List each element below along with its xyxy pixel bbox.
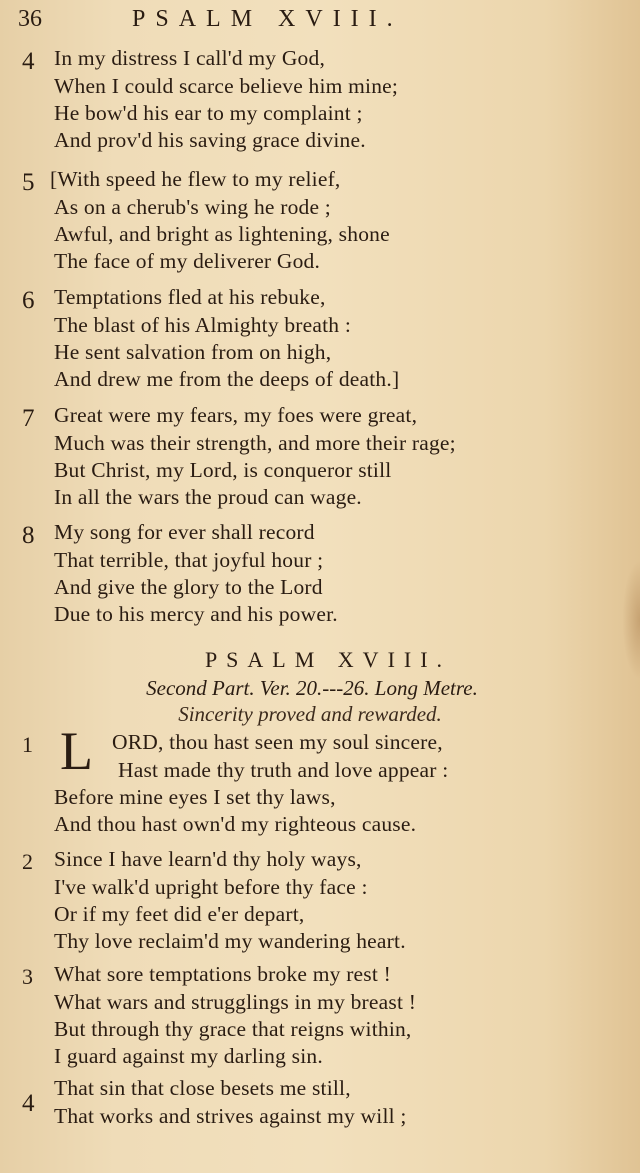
verse-line: And thou hast own'd my righteous cause. <box>54 812 417 836</box>
paper-stain <box>622 560 640 680</box>
verse-line: What sore temptations broke my rest ! <box>54 962 391 986</box>
verse-line: The blast of his Almighty breath : <box>54 313 352 337</box>
verse-line: Much was their strength, and more their rage; <box>54 431 456 455</box>
verse-line: He bow'd his ear to my complaint ; <box>54 101 363 125</box>
verse-line: Temptations fled at his rebuke, <box>54 285 326 309</box>
running-title: PSALM XVIII. <box>132 6 403 32</box>
stanza-number: 8 <box>22 522 35 549</box>
stanza-number: 4 <box>22 48 35 75</box>
verse-line: I guard against my darling sin. <box>54 1044 323 1068</box>
verse-line: Hast made thy truth and love appear : <box>118 758 449 782</box>
verse-line: I've walk'd upright before thy face : <box>54 875 368 899</box>
verse-line: In all the wars the proud can wage. <box>54 485 362 509</box>
verse-line: But through thy grace that reigns within, <box>54 1017 412 1041</box>
drop-cap: L <box>60 721 93 781</box>
verse-line: Awful, and bright as lightening, shone <box>54 222 390 246</box>
verse-line: That works and strives against my will ; <box>54 1104 407 1128</box>
stanza-number: 2 <box>22 849 33 874</box>
verse-line: ORD, thou hast seen my soul sincere, <box>112 730 443 754</box>
verse-line: When I could scarce believe him mine; <box>54 74 399 98</box>
verse-line: Due to his mercy and his power. <box>54 602 338 626</box>
psalm-heading: PSALM XVIII. <box>204 647 452 672</box>
verse-line: As on a cherub's wing he rode ; <box>54 195 331 219</box>
verse-line: Or if my feet did e'er depart, <box>54 902 305 926</box>
psalm-topic: Sincerity proved and rewarded. <box>178 702 442 726</box>
verse-line: And give the glory to the Lord <box>54 575 323 599</box>
verse-line: The face of my deliverer God. <box>54 249 321 273</box>
verse-line: That sin that close besets me still, <box>54 1076 351 1100</box>
verse-line: And prov'd his saving grace divine. <box>54 128 366 152</box>
part-subtitle: Second Part. Ver. 20.---26. Long Metre. <box>146 676 478 700</box>
verse-line: Before mine eyes I set thy laws, <box>54 785 336 809</box>
stanza-number: 3 <box>22 964 33 989</box>
verse-line: And drew me from the deeps of death.] <box>54 367 400 391</box>
verse-line: Thy love reclaim'd my wandering heart. <box>54 929 406 953</box>
verse-line: But Christ, my Lord, is conqueror still <box>54 458 392 482</box>
page-number: 36 <box>18 6 42 32</box>
page-header <box>0 4 640 36</box>
verse-line: That terrible, that joyful hour ; <box>54 548 324 572</box>
verse-line: He sent salvation from on high, <box>54 340 332 364</box>
verse-line: Great were my fears, my foes were great, <box>54 403 418 427</box>
verse-line: In my distress I call'd my God, <box>54 46 326 70</box>
stanza-number: 7 <box>22 405 35 432</box>
stanza-number: 6 <box>22 287 35 314</box>
verse-line: [With speed he flew to my relief, <box>50 167 341 191</box>
verse-line: What wars and strugglings in my breast ! <box>54 990 417 1014</box>
verse-line: My song for ever shall record <box>54 520 315 544</box>
verse-line: Since I have learn'd thy holy ways, <box>54 847 362 871</box>
stanza-number: 5 <box>22 169 35 196</box>
stanza-number: 4 <box>22 1090 35 1117</box>
stanza-number: 1 <box>22 732 33 757</box>
